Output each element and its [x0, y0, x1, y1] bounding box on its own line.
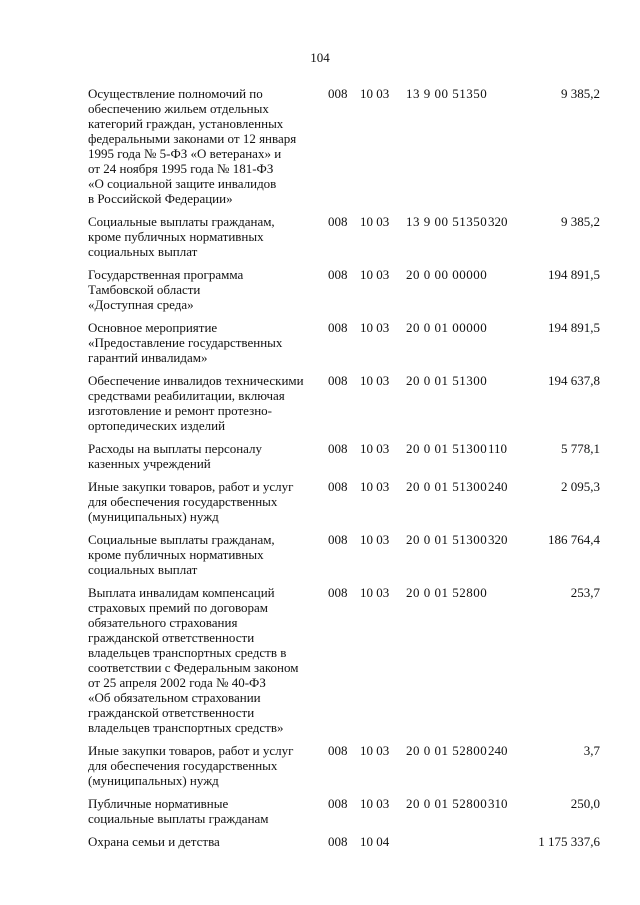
section-code: 10 03	[360, 214, 390, 229]
article-code: 20 0 01 51300	[406, 532, 488, 547]
amount: 194 891,5	[548, 267, 600, 282]
article-code: 20 0 01 51300	[406, 441, 488, 456]
table-row	[88, 441, 600, 471]
ministry-code: 008	[328, 441, 348, 456]
table-row	[88, 214, 600, 259]
table-row	[88, 267, 600, 312]
article-code: 20 0 01 51300	[406, 373, 488, 388]
table-row	[88, 320, 600, 365]
expense-type-code: 320	[488, 214, 508, 229]
amount: 3,7	[583, 743, 600, 758]
ministry-code: 008	[328, 532, 348, 547]
expense-name: Обеспечение инвалидов техническими средствами реабилитации, включая изготовление и ремонт протезно- ортопедических изделий	[88, 373, 304, 433]
ministry-code: 008	[328, 214, 348, 229]
article-code: 20 0 01 52800	[406, 743, 488, 758]
ministry-code: 008	[328, 796, 348, 811]
article-code: 20 0 01 52800	[406, 796, 488, 811]
expense-name: Осуществление полномочий по обеспечению жильем отдельных категорий граждан, установленных федеральными законами от 12 января 1995 года № 5-ФЗ «О ветеранах» и от 24 ноября 1995 года № 181-ФЗ «О социальной защите инвалидов в Российской Федерации»	[88, 86, 297, 206]
ministry-code: 008	[328, 373, 348, 388]
ministry-code: 008	[328, 479, 348, 494]
amount: 1 175 337,6	[538, 834, 600, 849]
amount: 253,7	[570, 585, 600, 600]
section-code: 10 03	[360, 86, 390, 101]
amount: 194 637,8	[548, 373, 600, 388]
amount: 5 778,1	[561, 441, 600, 456]
table-row	[88, 479, 600, 524]
expense-name: Иные закупки товаров, работ и услуг для обеспечения государственных (муниципальных) нужд	[88, 479, 294, 524]
budget-table	[88, 86, 600, 857]
section-code: 10 03	[360, 743, 390, 758]
section-code: 10 04	[360, 834, 390, 849]
section-code: 10 03	[360, 479, 390, 494]
table-row	[88, 743, 600, 788]
section-code: 10 03	[360, 320, 390, 335]
expense-name: Публичные нормативные социальные выплаты гражданам	[88, 796, 269, 826]
ministry-code: 008	[328, 320, 348, 335]
expense-name: Основное мероприятие «Предоставление государственных гарантий инвалидам»	[88, 320, 283, 365]
expense-type-code: 110	[488, 441, 508, 456]
ministry-code: 008	[328, 585, 348, 600]
table-row	[88, 532, 600, 577]
expense-type-code: 240	[488, 743, 508, 758]
amount: 9 385,2	[561, 214, 600, 229]
amount: 186 764,4	[548, 532, 600, 547]
amount: 9 385,2	[561, 86, 600, 101]
table-row	[88, 373, 600, 433]
page-number: 104	[310, 50, 330, 65]
section-code: 10 03	[360, 267, 390, 282]
article-code: 13 9 00 51350	[406, 86, 488, 101]
expense-name: Расходы на выплаты персоналу казенных учреждений	[88, 441, 263, 471]
expense-type-code: 240	[488, 479, 508, 494]
section-code: 10 03	[360, 532, 390, 547]
expense-type-code: 310	[488, 796, 508, 811]
ministry-code: 008	[328, 86, 348, 101]
article-code: 20 0 01 00000	[406, 320, 488, 335]
section-code: 10 03	[360, 585, 390, 600]
expense-name: Иные закупки товаров, работ и услуг для обеспечения государственных (муниципальных) нужд	[88, 743, 294, 788]
table-row	[88, 86, 600, 206]
expense-name: Социальные выплаты гражданам, кроме публичных нормативных социальных выплат	[88, 532, 275, 577]
amount: 250,0	[570, 796, 600, 811]
expense-name: Государственная программа Тамбовской области «Доступная среда»	[88, 267, 244, 312]
amount: 194 891,5	[548, 320, 600, 335]
table-row	[88, 585, 600, 735]
expense-name: Охрана семьи и детства	[88, 834, 220, 849]
expense-name: Социальные выплаты гражданам, кроме публичных нормативных социальных выплат	[88, 214, 275, 259]
ministry-code: 008	[328, 267, 348, 282]
expense-type-code: 320	[488, 532, 508, 547]
expense-name: Выплата инвалидам компенсаций страховых премий по договорам обязательного страхования гражданской ответственности владельцев транспортных средств в соответствии с Федеральным законом от 25 апреля 2002 года № 40-ФЗ «Об обязательном страховании гражданской ответственности владельцев транспортных средств»	[88, 585, 299, 735]
article-code: 20 0 01 52800	[406, 585, 488, 600]
article-code: 20 0 01 51300	[406, 479, 488, 494]
article-code: 13 9 00 51350	[406, 214, 488, 229]
section-code: 10 03	[360, 796, 390, 811]
section-code: 10 03	[360, 373, 390, 388]
amount: 2 095,3	[561, 479, 600, 494]
table-row	[88, 796, 600, 826]
article-code: 20 0 00 00000	[406, 267, 488, 282]
section-code: 10 03	[360, 441, 390, 456]
table-row	[88, 834, 600, 849]
ministry-code: 008	[328, 834, 348, 849]
ministry-code: 008	[328, 743, 348, 758]
